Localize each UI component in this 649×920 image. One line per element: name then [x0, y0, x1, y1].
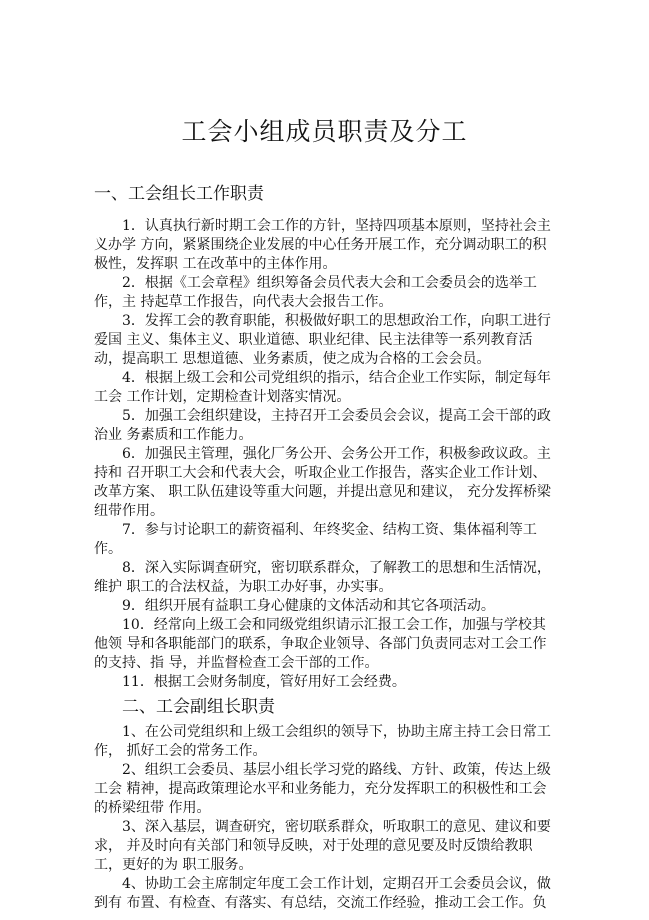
paragraph-line: 1．认真执行新时期工会工作的方针，坚持四项基本原则，坚持社会主: [122, 218, 551, 234]
paragraph-line: 3．发挥工会的教育职能，积极做好职工的思想政治工作，向职工进行: [122, 313, 551, 329]
page-title: 工会小组成员职责及分工: [181, 117, 468, 146]
paragraph-line: 的支持、指 导，并监督检查工会干部的工作。: [94, 655, 379, 671]
section-heading-leader: 一、工会组长工作职责: [94, 184, 264, 204]
paragraph-line: 义办学 方向，紧紧围绕企业发展的中心任务开展工作，充分调动职工的积: [94, 237, 547, 253]
paragraph-line: 工会 精神，提高政策理论水平和业务能力，充分发挥职工的积极性和工会: [94, 781, 547, 797]
paragraph-line: 4、协助工会主席制定年度工会工作计划，定期召开工会委员会议，做: [122, 876, 551, 892]
paragraph-line: 纽带作用。: [94, 503, 164, 519]
section-heading-deputy: 二、工会副组长职责: [122, 697, 275, 717]
paragraph-line: 治业 务素质和工作能力。: [94, 427, 253, 443]
paragraph-line: 工，更好的为 职工服务。: [94, 857, 253, 873]
paragraph-line: 10．经常向上级工会和同级党组织请示汇报工会工作，加强与学校其: [122, 617, 546, 633]
paragraph-line: 动，提高职工 思想道德、业务素质，使之成为合格的工会会员。: [94, 351, 491, 367]
paragraph-line: 9．组织开展有益职工身心健康的文体活动和其它各项活动。: [122, 598, 495, 614]
paragraph-line: 11．根据工会财务制度，管好用好工会经费。: [122, 674, 406, 690]
paragraph-line: 8．深入实际调查研究，密切联系群众，了解教工的思想和生活情况，: [122, 560, 551, 576]
paragraph-line: 6．加强民主管理，强化厂务公开、会务公开工作，积极参政议政。主: [122, 446, 551, 462]
paragraph-line: 到有 布置、有检查、有落实、有总结，交流工作经验，推动工会工作。负: [94, 895, 547, 911]
paragraph-line: 持和 召开职工大会和代表大会，听取企业工作报告，落实企业工作计划、: [94, 465, 547, 481]
paragraph-line: 爱国 主义、集体主义、职业道德、职业纪律、民主法律等一系列教育活: [94, 332, 533, 348]
paragraph-line: 的桥梁纽带 作用。: [94, 800, 211, 816]
paragraph-line: 他领 导和各职能部门的联系，争取企业领导、各部门负责同志对工会工作: [94, 636, 547, 652]
paragraph-line: 工会 工作计划，定期检查计划落实情况。: [94, 389, 351, 405]
paragraph-line: 5．加强工会组织建设，主持召开工会委员会会议，提高工会干部的政: [122, 408, 551, 424]
paragraph-line: 维护 职工的合法权益，为职工办好事，办实事。: [94, 579, 393, 595]
paragraph-line: 7．参与讨论职工的薪资福利、年终奖金、结构工资、集体福利等工: [122, 522, 537, 538]
paragraph-line: 改革方案、 职工队伍建设等重大问题，并提出意见和建议， 充分发挥桥梁: [94, 484, 551, 500]
paragraph-line: 2．根据《工会章程》组织筹备会员代表大会和工会委员会的选举工: [122, 275, 537, 291]
paragraph-line: 作， 抓好工会的常务工作。: [94, 743, 267, 759]
paragraph-line: 极性，发挥职 工在改革中的主体作用。: [94, 256, 337, 272]
paragraph-line: 作。: [94, 541, 122, 557]
paragraph-line: 4．根据上级工会和公司党组织的指示，结合企业工作实际，制定每年: [122, 370, 551, 386]
paragraph-line: 作，主 持起草工作报告，向代表大会报告工作。: [94, 294, 393, 310]
paragraph-line: 求， 并及时向有关部门和领导反映，对于处理的意见要及时反馈给教职: [94, 838, 533, 854]
paragraph-line: 1、在公司党组织和上级工会组织的领导下，协助主席主持工会日常工: [122, 724, 551, 740]
paragraph-line: 3、深入基层，调查研究，密切联系群众，听取职工的意见、建议和要: [122, 819, 551, 835]
paragraph-line: 2、组织工会委员、基层小组长学习党的路线、方针、政策，传达上级: [122, 762, 551, 778]
